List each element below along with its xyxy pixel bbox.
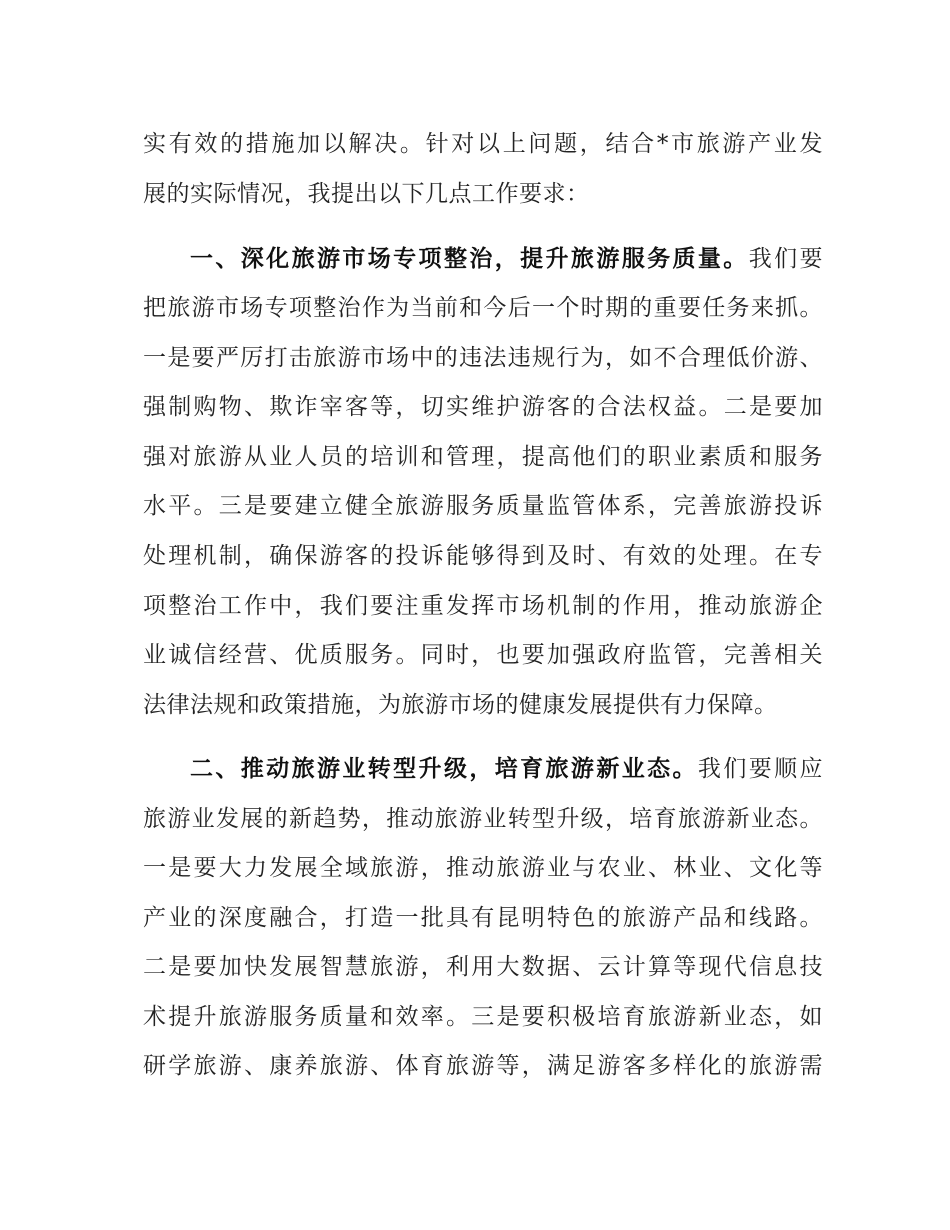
paragraph-line: 实有效的措施加以解决。针对以上问题，结合*市旅游产业发 bbox=[143, 131, 823, 157]
paragraph-line: 强制购物、欺诈宰客等，切实维护游客的合法权益。二是要加 bbox=[143, 394, 823, 420]
paragraph-line: 处理机制，确保游客的投诉能够得到及时、有效的处理。在专 bbox=[143, 543, 823, 569]
paragraph-line: 把旅游市场专项整治作为当前和今后一个时期的重要任务来抓。 bbox=[143, 295, 823, 321]
paragraph-line: 一是要大力发展全域旅游，推动旅游业与农业、林业、文化等 bbox=[143, 855, 823, 881]
paragraph-line: 术提升旅游服务质量和效率。三是要积极培育旅游新业态，如 bbox=[143, 1004, 823, 1030]
paragraph-text: 我们要 bbox=[748, 246, 824, 272]
paragraph-line: 强对旅游从业人员的培训和管理，提高他们的职业素质和服务 bbox=[143, 444, 823, 470]
paragraph-line: 旅游业发展的新趋势，推动旅游业转型升级，培育旅游新业态。 bbox=[143, 806, 823, 832]
paragraph-line: 项整治工作中，我们要注重发挥市场机制的作用，推动旅游企 bbox=[143, 593, 823, 619]
section-heading-1: 一、深化旅游市场专项整治，提升旅游服务质量。 bbox=[190, 246, 749, 272]
paragraph-first-line bbox=[190, 751, 823, 787]
paragraph-line: 二是要加快发展智慧旅游，利用大数据、云计算等现代信息技 bbox=[143, 954, 823, 980]
paragraph-first-line bbox=[190, 241, 823, 277]
paragraph-line: 水平。三是要建立健全旅游服务质量监管体系，完善旅游投诉 bbox=[143, 493, 823, 519]
paragraph-line: 研学旅游、康养旅游、体育旅游等，满足游客多样化的旅游需 bbox=[143, 1053, 823, 1079]
paragraph-line: 业诚信经营、优质服务。同时，也要加强政府监管，完善相关 bbox=[143, 642, 823, 668]
paragraph-line: 展的实际情况，我提出以下几点工作要求： bbox=[143, 181, 590, 207]
paragraph-line: 一是要严厉打击旅游市场中的违法违规行为，如不合理低价游、 bbox=[143, 345, 823, 371]
paragraph-text: 我们要顺应 bbox=[697, 756, 824, 782]
paragraph-line: 产业的深度融合，打造一批具有昆明特色的旅游产品和线路。 bbox=[143, 905, 823, 931]
paragraph-line: 法律法规和政策措施，为旅游市场的健康发展提供有力保障。 bbox=[143, 692, 778, 718]
section-heading-2: 二、推动旅游业转型升级，培育旅游新业态。 bbox=[190, 756, 698, 782]
